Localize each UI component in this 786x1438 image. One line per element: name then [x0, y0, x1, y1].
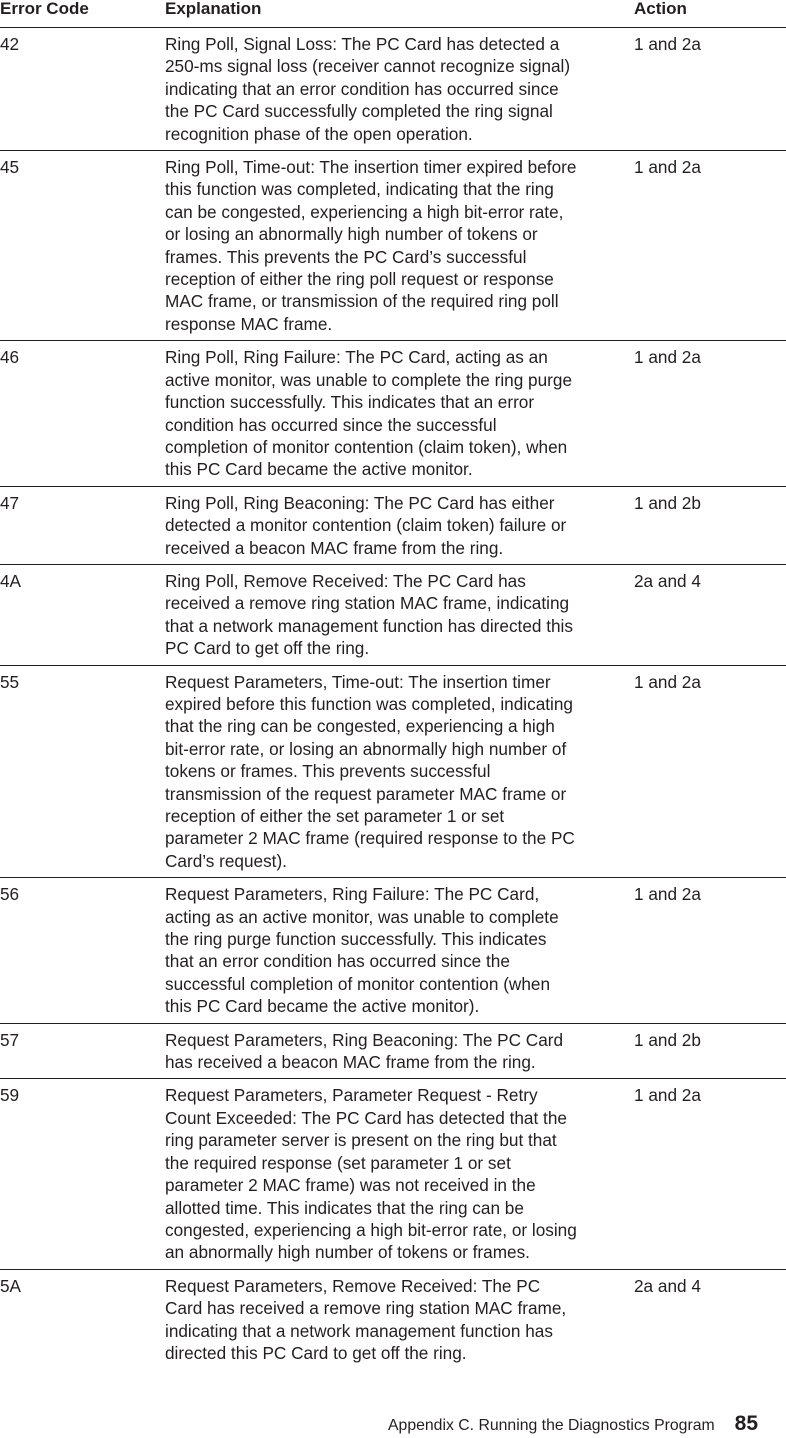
error-code-cell: 57	[0, 1029, 20, 1050]
explanation-cell	[165, 28, 627, 150]
explanation-line: that the ring can be congested, experiencing a high	[165, 716, 555, 737]
explanation-line: Ring Poll, Remove Received: The PC Card has	[165, 570, 526, 591]
header-error-code: Error Code	[0, 0, 89, 18]
table-row	[0, 666, 786, 879]
explanation-cell	[165, 1270, 627, 1370]
explanation-line: frames. This prevents the PC Card’s successful	[165, 246, 527, 267]
explanation-line: an abnormally high number of tokens or frames.	[165, 1242, 530, 1263]
explanation-line: Request Parameters, Ring Failure: The PC Card,	[165, 884, 540, 905]
explanation-cell	[165, 1079, 627, 1268]
error-code-cell: 47	[0, 492, 20, 513]
explanation-line: parameter 2 MAC frame) was not received in the	[165, 1175, 536, 1196]
error-code-cell: 45	[0, 157, 20, 178]
explanation-line: has received a beacon MAC frame from the ring.	[165, 1052, 536, 1073]
explanation-line: or losing an abnormally high number of tokens or	[165, 224, 538, 245]
explanation-line: PC Card to get off the ring.	[165, 638, 370, 659]
explanation-cell	[165, 878, 627, 1022]
table-row	[0, 1024, 786, 1080]
explanation-line: bit-error rate, or losing an abnormally high number of	[165, 738, 567, 759]
explanation-line: MAC frame, or transmission of the required ring poll	[165, 291, 559, 312]
explanation-line: this function was completed, indicating that the ring	[165, 179, 554, 200]
header-explanation: Explanation	[165, 0, 262, 18]
table-row	[0, 28, 786, 151]
table-row	[0, 1270, 786, 1370]
explanation-line: indicating that a network management function has	[165, 1320, 553, 1341]
explanation-line: the required response (set parameter 1 or set	[165, 1152, 511, 1173]
table-row	[0, 565, 786, 666]
action-cell: 1 and 2a	[634, 1085, 701, 1106]
explanation-line: parameter 2 MAC frame (required response to the PC	[165, 828, 575, 849]
action-cell: 2a and 4	[634, 570, 701, 591]
explanation-line: this PC Card became the active monitor.	[165, 459, 473, 480]
explanation-cell	[165, 151, 627, 340]
error-code-cell: 55	[0, 671, 20, 692]
action-cell: 1 and 2a	[634, 157, 701, 178]
explanation-line: that a network management function has directed this	[165, 615, 573, 636]
explanation-line: Request Parameters, Time-out: The insertion timer	[165, 671, 551, 692]
explanation-line: expired before this function was completed, indicating	[165, 693, 573, 714]
explanation-line: tokens or frames. This prevents successful	[165, 761, 491, 782]
explanation-line: Ring Poll, Signal Loss: The PC Card has detected a	[165, 34, 560, 54]
explanation-line: active monitor, was unable to complete the ring purge	[165, 369, 573, 390]
explanation-line: condition has occurred since the successful	[165, 414, 497, 435]
explanation-cell	[165, 565, 627, 665]
explanation-line: this PC Card became the active monitor).	[165, 996, 480, 1017]
explanation-line: received a remove ring station MAC frame, indicating	[165, 593, 570, 614]
explanation-line: the PC Card successfully completed the ring signal	[165, 101, 553, 122]
error-code-cell: 56	[0, 884, 20, 905]
explanation-line: can be congested, experiencing a high bit-error rate,	[165, 201, 564, 222]
action-cell: 1 and 2b	[634, 492, 701, 513]
page-footer	[388, 1412, 758, 1436]
action-cell: 1 and 2a	[634, 671, 701, 692]
error-code-cell: 42	[0, 34, 20, 54]
explanation-line: successful completion of monitor contention (when	[165, 973, 551, 994]
explanation-line: Request Parameters, Parameter Request - Retry	[165, 1085, 538, 1106]
explanation-line: acting as an active monitor, was unable to complete	[165, 906, 559, 927]
explanation-line: transmission of the request parameter MAC frame or	[165, 783, 567, 804]
explanation-cell	[165, 1024, 627, 1079]
action-cell: 1 and 2a	[634, 347, 701, 368]
table-header	[0, 0, 786, 28]
header-action: Action	[634, 0, 687, 18]
explanation-line: response MAC frame.	[165, 313, 333, 334]
explanation-line: Request Parameters, Remove Received: The PC	[165, 1275, 541, 1296]
error-code-cell: 59	[0, 1085, 20, 1106]
explanation-cell	[165, 341, 627, 485]
error-code-cell: 46	[0, 347, 20, 368]
explanation-line: Request Parameters, Ring Beaconing: The PC Card	[165, 1029, 564, 1050]
explanation-line: indicating that an error condition has occurred since	[165, 78, 559, 99]
explanation-line: detected a monitor contention (claim token) failure or	[165, 515, 567, 536]
table-row	[0, 878, 786, 1023]
explanation-line: Ring Poll, Time-out: The insertion timer expired before	[165, 157, 577, 178]
explanation-line: directed this PC Card to get off the ring.	[165, 1342, 467, 1363]
error-code-cell: 4A	[0, 570, 22, 591]
explanation-line: reception of either the set parameter 1 or set	[165, 806, 505, 826]
action-cell: 2a and 4	[634, 1275, 701, 1296]
explanation-line: Ring Poll, Ring Failure: The PC Card, acting as an	[165, 347, 548, 368]
explanation-line: congested, experiencing a high bit-error rate, or losing	[165, 1219, 577, 1240]
explanation-line: ring parameter server is present on the ring but that	[165, 1130, 557, 1151]
explanation-line: Card’s request).	[165, 850, 287, 871]
table-row	[0, 151, 786, 341]
table-row	[0, 341, 786, 486]
explanation-line: Count Exceeded: The PC Card has detected that the	[165, 1107, 567, 1128]
error-code-cell: 5A	[0, 1275, 22, 1296]
explanation-line: the ring purge function successfully. This indicates	[165, 929, 547, 950]
page-number: 85	[734, 1412, 759, 1435]
explanation-line: that an error condition has occurred since the	[165, 951, 510, 972]
table-row	[0, 487, 786, 565]
action-cell: 1 and 2b	[634, 1029, 701, 1050]
explanation-cell	[165, 666, 627, 878]
explanation-line: received a beacon MAC frame from the ring.	[165, 537, 504, 558]
action-cell: 1 and 2a	[634, 34, 701, 54]
explanation-line: Ring Poll, Ring Beaconing: The PC Card has either	[165, 492, 555, 513]
table-body	[0, 28, 786, 1369]
explanation-line: 250-ms signal loss (receiver cannot recognize signal)	[165, 56, 571, 77]
table-row	[0, 1079, 786, 1269]
explanation-line: recognition phase of the open operation.	[165, 123, 473, 144]
explanation-line: function successfully. This indicates that an error	[165, 392, 535, 413]
explanation-line: allotted time. This indicates that the ring can be	[165, 1197, 524, 1218]
action-cell: 1 and 2a	[634, 884, 701, 905]
explanation-cell	[165, 487, 627, 564]
explanation-line: reception of either the ring poll request or response	[165, 269, 554, 290]
explanation-line: Card has received a remove ring station MAC frame,	[165, 1298, 567, 1319]
explanation-line: completion of monitor contention (claim token), when	[165, 436, 568, 457]
footer-title: Appendix C. Running the Diagnostics Program	[388, 1417, 715, 1434]
